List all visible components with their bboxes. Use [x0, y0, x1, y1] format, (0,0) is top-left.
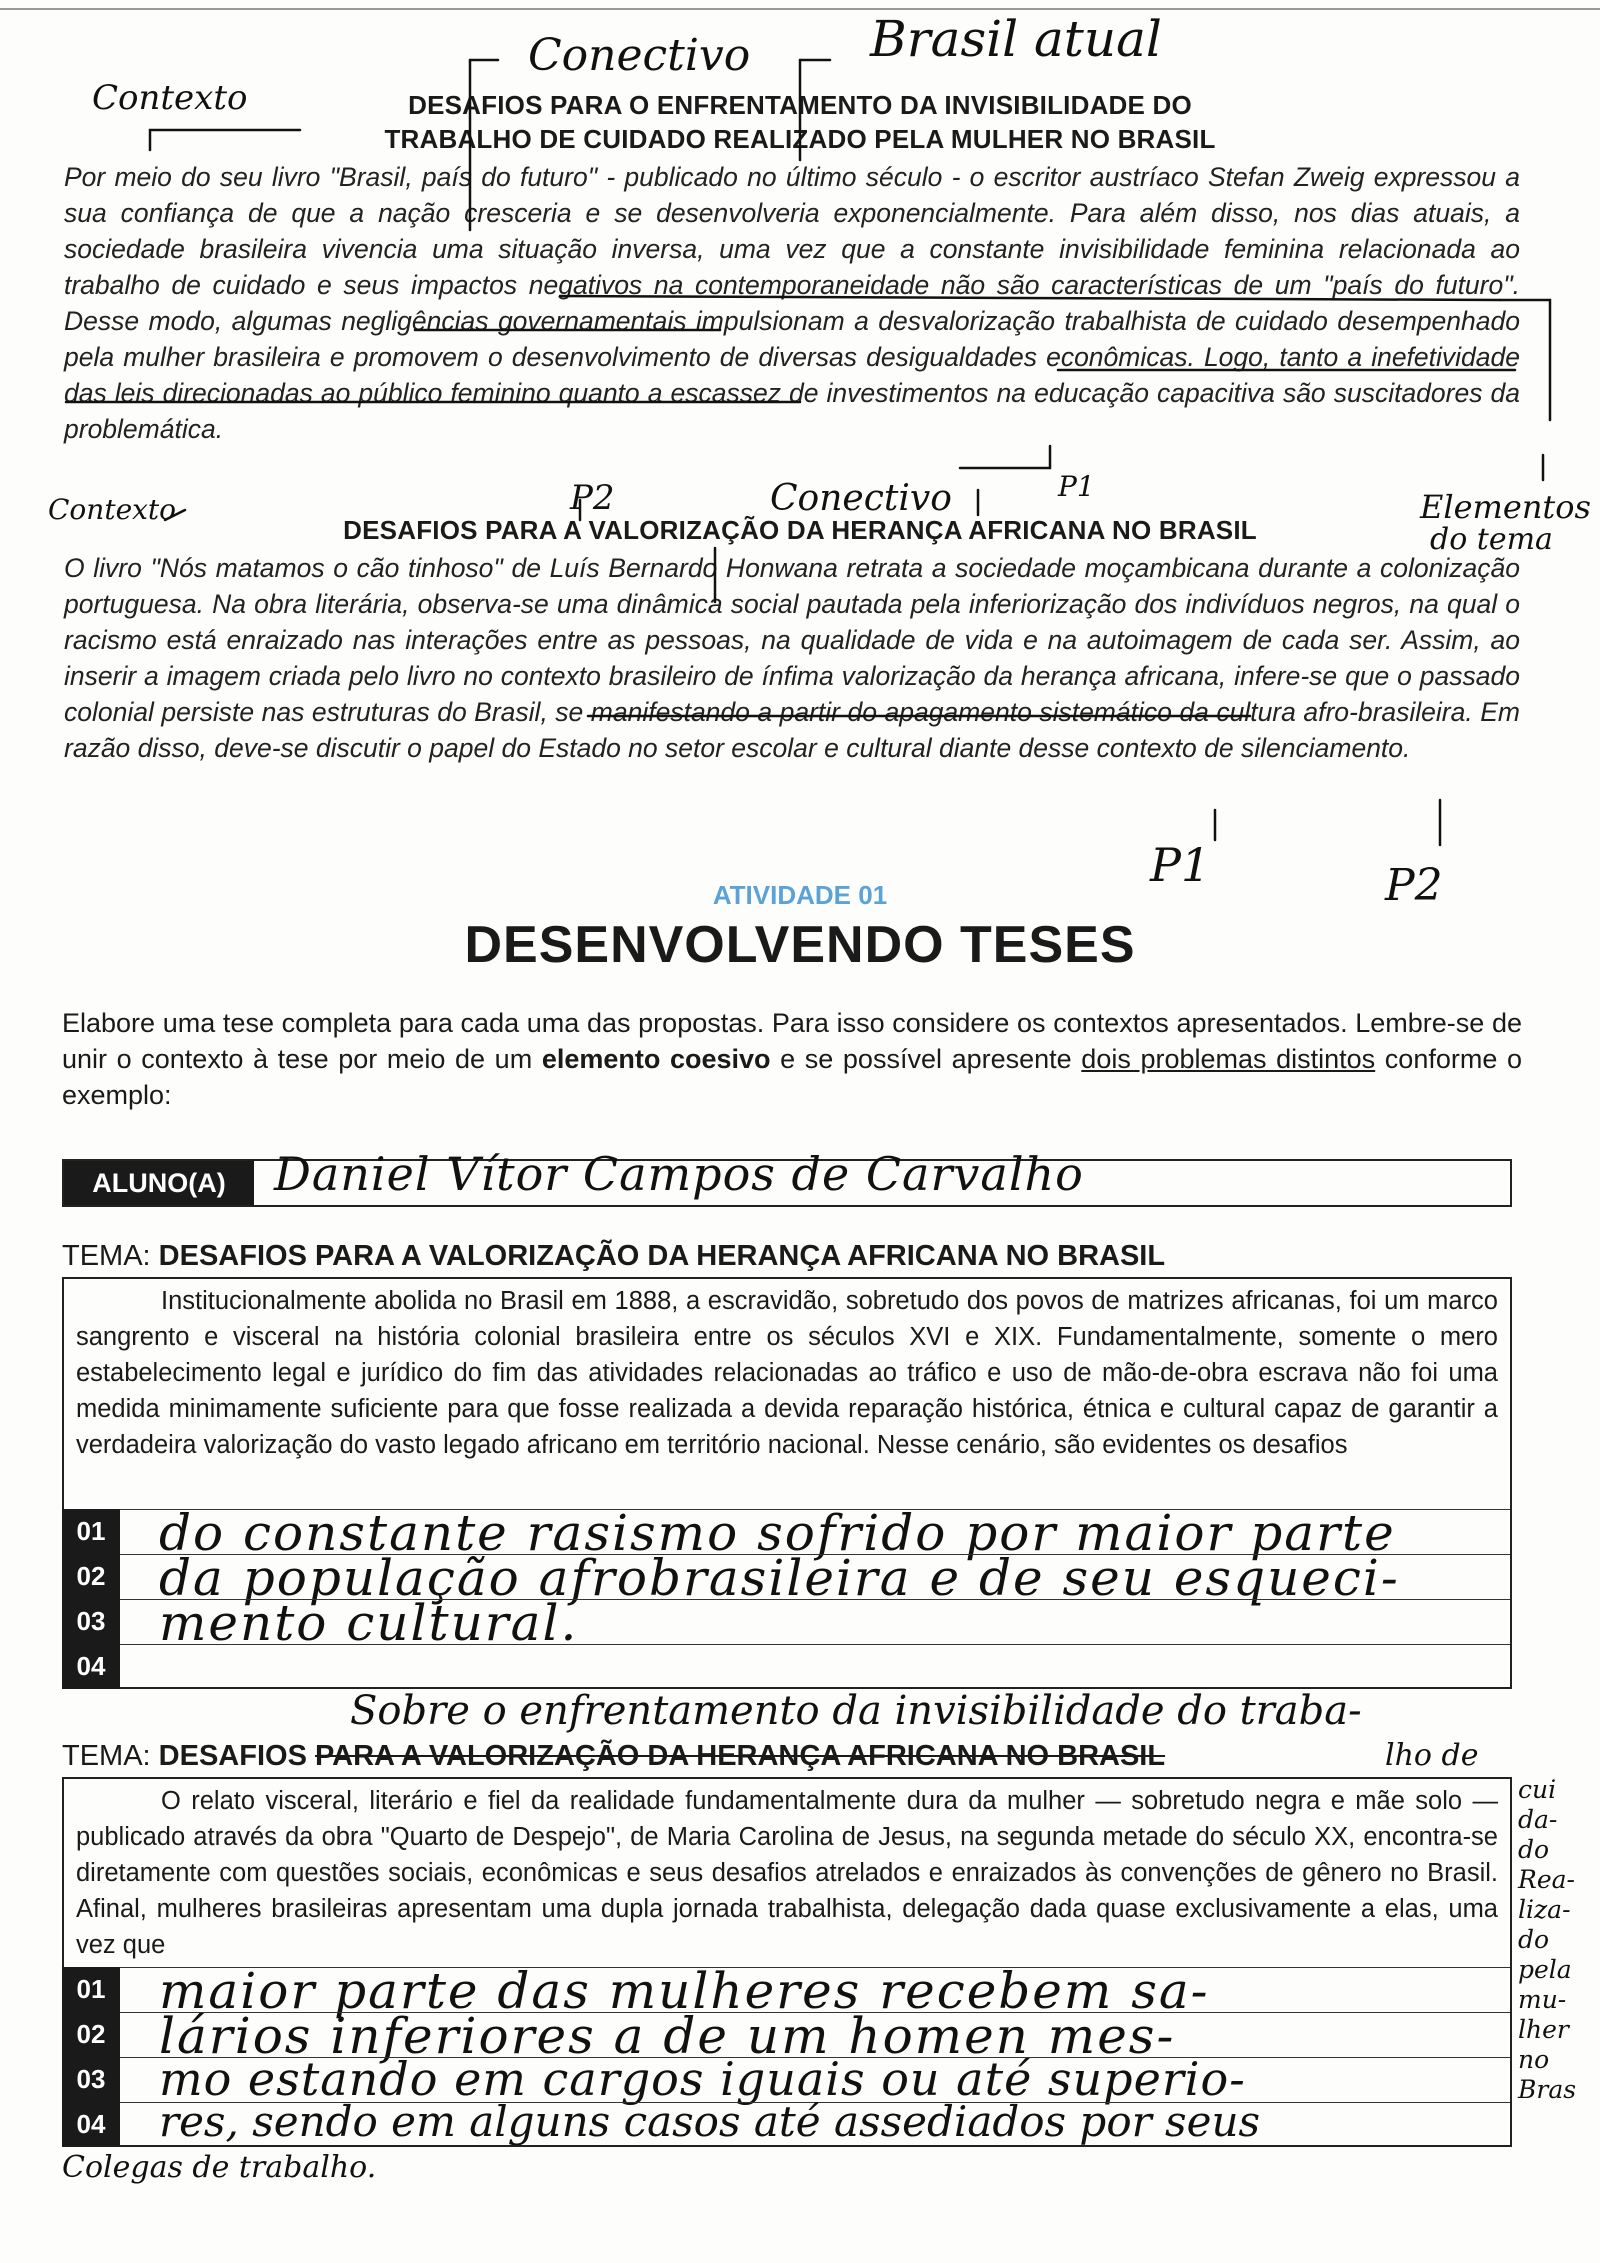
line-number: 04 [62, 1644, 120, 1689]
student-label: ALUNO(A) [64, 1161, 254, 1205]
side-word: Bras [1518, 2075, 1577, 2104]
tema2-line-01-text: maior parte das mulheres recebem sa- [159, 1962, 1210, 2020]
tema2-handwritten-after: lho de [1385, 1738, 1479, 1773]
side-word: lher [1518, 2015, 1569, 2044]
annotation-brasil-atual: Brasil atual [870, 10, 1162, 68]
pen-underline [560, 296, 1500, 300]
section2-title-text: DESAFIOS PARA A VALORIZAÇÃO DA HERANÇA AFRICANA NO BRASIL [343, 515, 1257, 545]
student-name-handwritten[interactable]: Daniel Vítor Campos de Carvalho [274, 1147, 1084, 1201]
tema2-title-kept: DESAFIOS [158, 1740, 315, 1772]
instructions-underline: dois problemas distintos [1081, 1044, 1376, 1074]
instructions-part-b: e se possível apresente [770, 1044, 1082, 1074]
instructions-part-c: conforme o exemplo: [62, 1044, 1522, 1110]
side-word: da- [1518, 1805, 1558, 1834]
tema2-context: O relato visceral, literário e fiel da realidade fundamentalmente dura da mulher — sobretudo negra e mãe solo — publicado através da obra "Quarto de Despejo", de Maria Carolina de Jesus, na segunda metade do século XX, encontra-se diretamente com questões sociais, econômicas e seus desafios atrelados e enraizados às convenções de gênero no Brasil. Afinal, mulheres brasileiras apresentam uma dupla jornada trabalhista, delegação dada quase exclusivamente a elas, uma vez que [76, 1787, 1498, 1959]
annotation-p2-bottom: P2 [1385, 860, 1443, 911]
line-number: 01 [62, 1509, 120, 1554]
annotation-conectivo-2: Conectivo [770, 478, 952, 519]
activity-title: DESENVOLVENDO TESES [464, 916, 1136, 974]
section1-title-line1: DESAFIOS PARA O ENFRENTAMENTO DA INVISIBILIDADE DO [408, 90, 1192, 120]
annotation-p1-bottom: P1 [1150, 838, 1211, 892]
activity-kicker: ATIVIDADE 01 [712, 880, 888, 910]
annotation-p2-top: P2 [570, 478, 615, 518]
tema1-prefix: TEMA: [62, 1240, 159, 1272]
annotation-p1-top: P1 [1058, 470, 1095, 503]
side-word: do [1518, 1835, 1550, 1864]
tema1-title: DESAFIOS PARA A VALORIZAÇÃO DA HERANÇA AFRICANA NO BRASIL [158, 1240, 1166, 1272]
line-number: 03 [62, 1599, 120, 1644]
pen-arrow-line [150, 130, 300, 150]
annotation-contexto-2: Contexto [48, 493, 177, 526]
pen-bracket-line [1500, 300, 1550, 420]
tema2-title-struck: PARA A VALORIZAÇÃO DA HERANÇA AFRICANA NO BRASIL [314, 1740, 1166, 1772]
side-word: pela [1518, 1955, 1572, 1984]
line-number: 02 [62, 2012, 120, 2057]
side-word: no [1518, 2045, 1550, 2074]
section1-text: Por meio do seu livro "Brasil, país do futuro" - publicado no último século - o escritor austríaco Stefan Zweig expressou a sua confiança de que a nação cresceria e se desenvolveria exponencialmente. Para além disso, nos dias atuais, a sociedade brasileira vivencia uma situação inversa, uma vez que a constante invisibilidade feminina relacionada ao trabalho de cuidado e seus impactos negativos na contemporaneidade não são características de um "país do futuro". Desse modo, algumas negligências governamentais impulsionam a desvalorização trabalhista de cuidado desempenhado pela mulher brasileira e promovem o desenvolvimento de diversas desigualdades econômicas. Logo, tanto a inefetividade das leis direcionadas ao público feminino quanto a escassez de investimentos na educação capacitiva são suscitadores da problemática. [64, 162, 1520, 444]
section2-text: O livro "Nós matamos o cão tinhoso" de Luís Bernardo Honwana retrata a sociedade moçambicana durante a colonização portuguesa. Na obra literária, observa-se uma dinâmica social pautada pela inferiorização dos indivíduos negros, na qual o racismo está enraizado nas interações entre as pessoas, na qualidade de vida e na autoimagem de cada ser. Assim, ao inserir a imagem criada pelo livro no contexto brasileiro de ínfima valorização da herança africana, infere-se que o passado colonial persiste nas estruturas do Brasil, se manifestando a partir do apagamento sistemático da cultura afro-brasileira. Em razão disso, deve-se discutir o papel do Estado no setor escolar e cultural diante desse contexto de silenciamento. [64, 553, 1520, 763]
annotation-elementos: Elementos [1420, 488, 1591, 526]
annotation-contexto-1: Contexto [92, 78, 248, 118]
side-word: liza- [1518, 1895, 1571, 1924]
line-number: 04 [62, 2102, 120, 2147]
side-word: mu- [1518, 1985, 1567, 2014]
annotation-conectivo-1: Conectivo [528, 30, 751, 81]
section1-title-line2: TRABALHO DE CUIDADO REALIZADO PELA MULHER NO BRASIL [384, 124, 1216, 154]
tema1-context: Institucionalmente abolida no Brasil em 1888, a escravidão, sobretudo dos povos de matrizes africanas, foi um marco sangrento e visceral na história colonial brasileira entre os séculos XVI e XIX. Fundamentalmente, somente o mero estabelecimento legal e jurídico do fim das atividades relacionadas ao tráfico e uso de mão-de-obra escrava não foi uma medida minimamente suficiente para que fosse realizada a devida reparação histórica, étnica e cultural capaz de garantir a verdadeira valorização do vasto legado africano em território nacional. Nesse cenário, são evidentes os desafios [76, 1287, 1498, 1459]
annotation-do-tema: do tema [1430, 522, 1553, 557]
tema1-line-03-text: mento cultural. [159, 1594, 579, 1652]
line-number: 03 [62, 2057, 120, 2102]
side-word: cui [1518, 1775, 1557, 1804]
tema2-handwritten-overflow: Colegas de trabalho. [62, 2150, 377, 2185]
instructions-bold: elemento coesivo [541, 1044, 771, 1074]
line-number: 01 [62, 1967, 120, 2012]
tema2-handwritten-title-above: Sobre o enfrentamento da invisibilidade do traba- [350, 1688, 1362, 1734]
tema2-line-04-text: res, sendo em alguns casos até assediados por seus [159, 2097, 1261, 2146]
instructions-part-a: Elabore uma tese completa para cada uma das propostas. Para isso considere os contextos apresentados. Lembre-se de unir o contexto à tese por meio de um [62, 1008, 1522, 1074]
tema1-line-02-text: da população afrobrasileira e de seu esqueci- [159, 1549, 1400, 1607]
side-word: Rea- [1518, 1865, 1575, 1894]
side-word: do [1518, 1925, 1550, 1954]
tema1-line-01-text: do constante rasismo sofrido por maior parte [159, 1504, 1396, 1562]
tema2-prefix: TEMA: [62, 1740, 159, 1772]
pen-bracket-line [960, 446, 1050, 468]
line-number: 02 [62, 1554, 120, 1599]
tema2-line-02-text: lários inferiores a de um homen mes- [159, 2007, 1176, 2065]
tema2-line-03-text: mo estando em cargos iguais ou até superio- [159, 2052, 1246, 2106]
pen-arrow-line [165, 510, 185, 520]
